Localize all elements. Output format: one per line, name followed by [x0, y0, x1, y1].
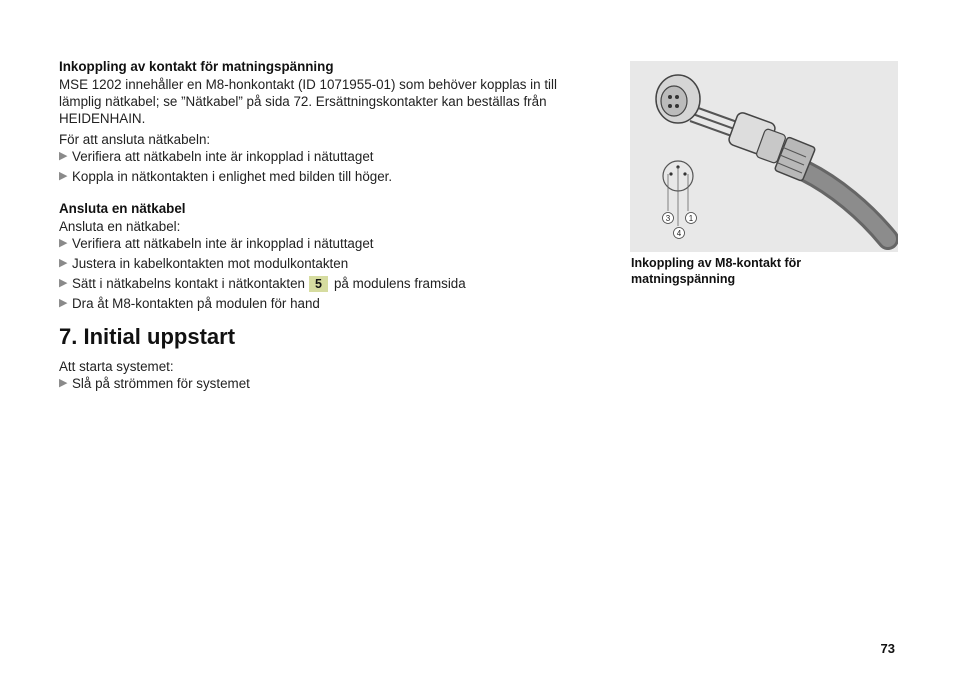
connector-drawing: [630, 61, 898, 252]
paragraph-line: HEIDENHAIN.: [59, 111, 146, 126]
list-item-text: Dra åt M8-kontakten på modulen för hand: [72, 296, 320, 311]
instruction-intro: Att starta systemet:: [59, 359, 174, 374]
triangle-bullet-icon: ▶: [59, 277, 68, 289]
list-item-text: Verifiera att nätkabeln inte är inkopplad i nätuttaget: [72, 149, 374, 164]
triangle-bullet-icon: ▶: [59, 297, 68, 309]
page-number: 73: [880, 641, 895, 656]
list-item-text: Slå på strömmen för systemet: [72, 376, 250, 391]
list-item: [59, 375, 599, 392]
figure-caption: [631, 255, 896, 287]
chapter-title: 7. Initial uppstart: [59, 324, 236, 349]
instruction-intro: Ansluta en nätkabel:: [59, 219, 181, 234]
triangle-bullet-icon: ▶: [59, 150, 68, 162]
triangle-bullet-icon: ▶: [59, 237, 68, 249]
list-item: [59, 235, 599, 252]
list-item: [59, 148, 599, 165]
caption-line: matningspänning: [631, 272, 736, 286]
list-item-text: Justera in kabelkontakten mot modulkontakten: [72, 256, 349, 271]
paragraph-line: lämplig nätkabel; se ”Nätkabel” på sida 72. Ersättningskontakter kan beställas från: [59, 94, 547, 109]
instruction-intro: För att ansluta nätkabeln:: [59, 132, 211, 147]
left-column: [59, 58, 599, 395]
pin-label: 4: [676, 229, 682, 238]
list-item: [59, 295, 599, 312]
triangle-bullet-icon: ▶: [59, 257, 68, 269]
list-item-text: Verifiera att nätkabeln inte är inkopplad i nätuttaget: [72, 236, 374, 251]
caption-line: Inkoppling av M8-kontakt för: [631, 256, 802, 270]
list-item: [59, 255, 599, 272]
connector-illustration: [630, 61, 898, 252]
connector-number-badge: 5: [309, 276, 328, 292]
list-item-text: Sätt i nätkabelns kontakt i nätkontakten: [72, 276, 305, 291]
triangle-bullet-icon: ▶: [59, 170, 68, 182]
pin-label: 3: [665, 214, 671, 223]
list-item: [59, 275, 599, 292]
section-heading-power-connector: Inkoppling av kontakt för matningspänning: [59, 59, 334, 74]
pin-label: 1: [688, 214, 694, 223]
list-item-text: på modulens framsida: [333, 276, 466, 291]
triangle-bullet-icon: ▶: [59, 377, 68, 389]
paragraph-line: MSE 1202 innehåller en M8-honkontakt (ID 1071955-01) som behöver kopplas in till: [59, 77, 557, 92]
list-item-text: Koppla in nätkontakten i enlighet med bilden till höger.: [72, 169, 393, 184]
section-heading-connect-cable: Ansluta en nätkabel: [59, 201, 186, 216]
list-item: [59, 168, 599, 185]
